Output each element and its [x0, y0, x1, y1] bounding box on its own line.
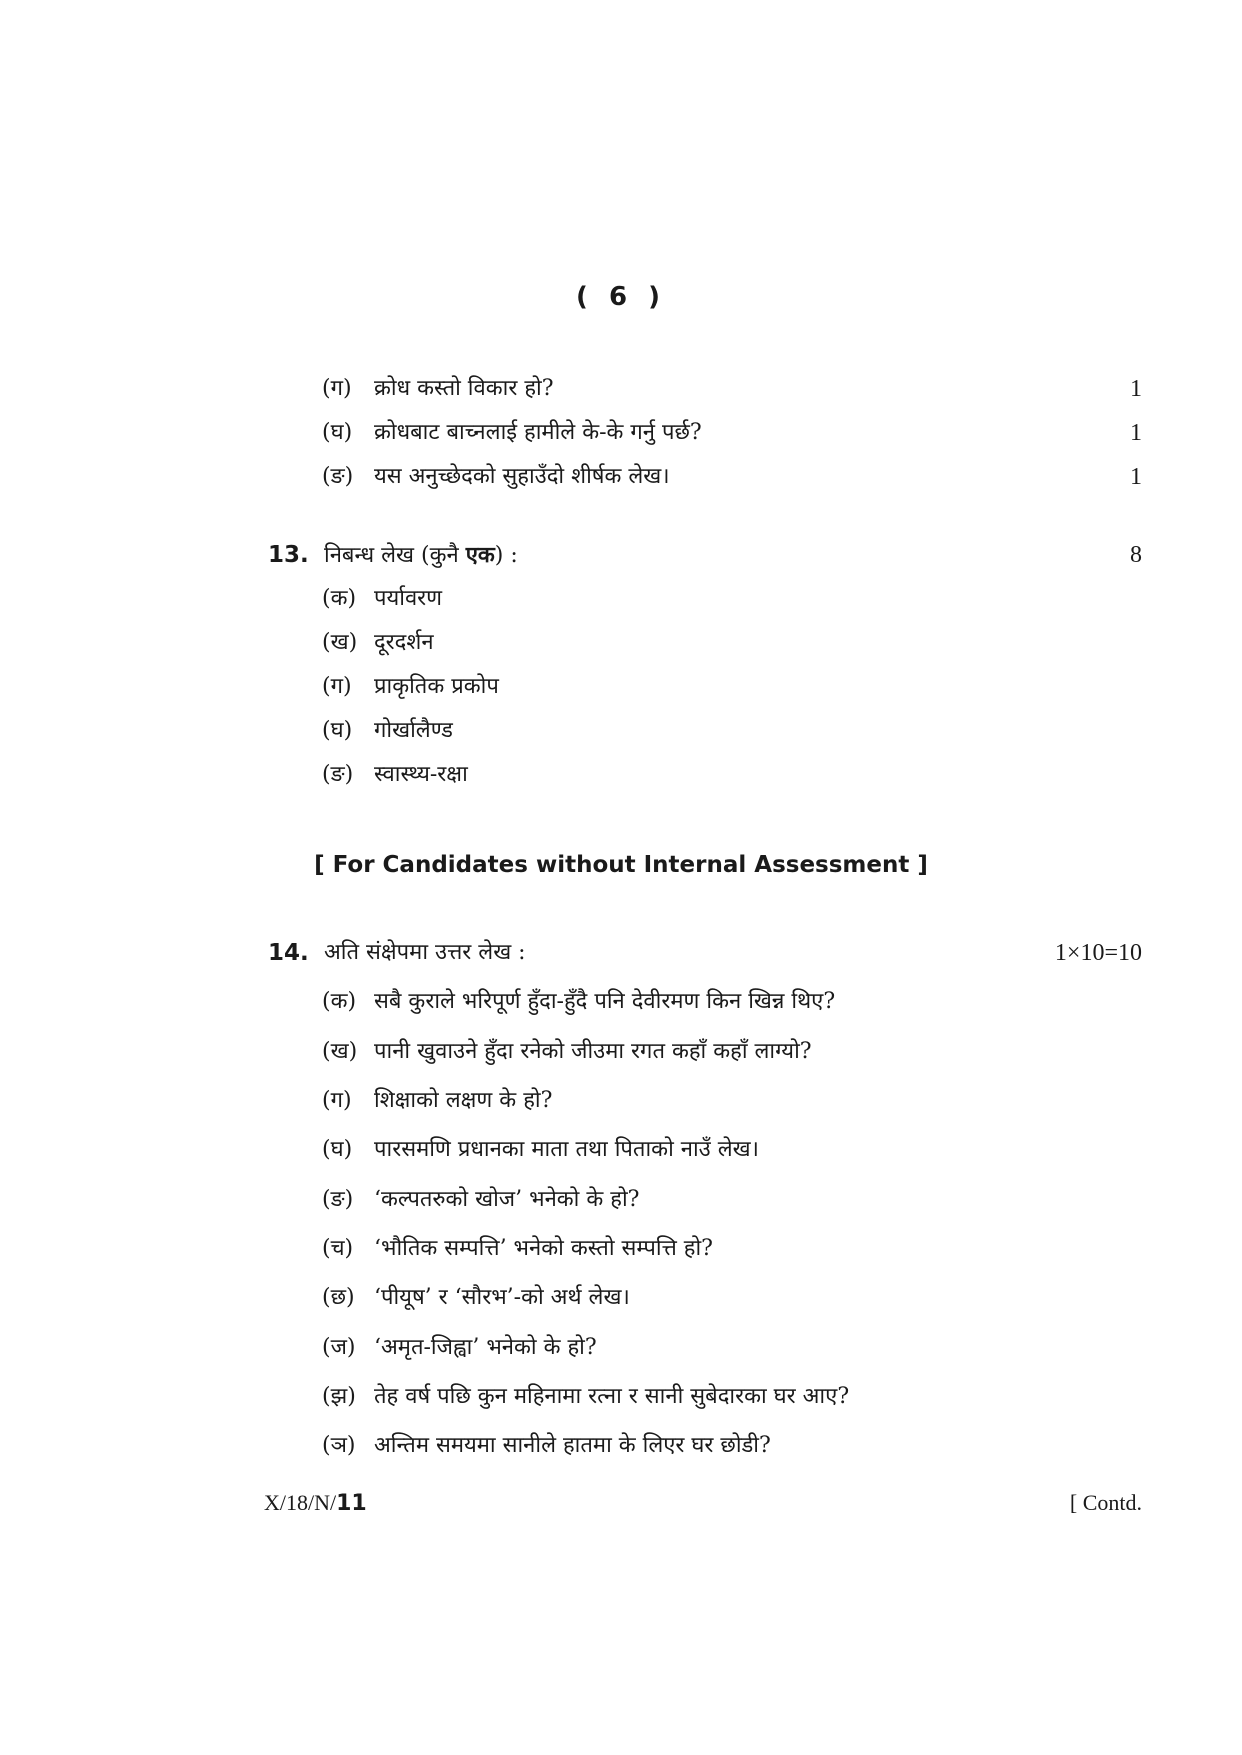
list-item — [0, 1330, 1242, 1366]
question-text: अति संक्षेपमा उत्तर लेख : — [324, 940, 526, 965]
question-number: 13. — [268, 542, 309, 568]
list-item — [0, 1231, 1242, 1267]
list-item — [0, 415, 1242, 451]
option-text: दूरदर्शन — [374, 630, 434, 655]
list-item — [0, 625, 1242, 661]
list-item — [0, 1083, 1242, 1119]
question-number: 14. — [268, 940, 309, 966]
option-label: (क) — [322, 586, 357, 611]
list-item — [0, 713, 1242, 749]
option-label: (ङ) — [322, 762, 354, 787]
list-item — [0, 1132, 1242, 1168]
item-text: ‘कल्पतरुको खोज’ भनेको के हो? — [374, 1187, 640, 1212]
item-label: (ख) — [322, 1039, 358, 1064]
paper-code: X/18/N/11 — [264, 1490, 367, 1516]
item-text: तेह वर्ष पछि कुन महिनामा रत्ना र सानी सुबेदारका घर आए? — [374, 1384, 850, 1409]
question-text: निबन्ध लेख (कुनै एक) : — [324, 542, 518, 568]
list-item — [0, 459, 1242, 495]
item-marks: 1 — [1130, 420, 1142, 446]
question-marks: 1×10=10 — [1054, 940, 1142, 966]
option-label: (ग) — [322, 674, 352, 699]
item-label: (ञ) — [322, 1433, 356, 1458]
item-label: (च) — [322, 1236, 354, 1261]
item-text: ‘पीयूष’ र ‘सौरभ’-को अर्थ लेख। — [374, 1285, 630, 1310]
continued-note: [ Contd. — [1069, 1490, 1142, 1515]
list-item — [0, 1280, 1242, 1316]
item-label: (छ) — [322, 1285, 355, 1310]
question-14 — [0, 935, 1242, 971]
list-item — [0, 371, 1242, 407]
item-text: पानी खुवाउने हुँदा रनेको जीउमा रगत कहाँ कहाँ लाग्यो? — [374, 1039, 812, 1064]
page-number: ( 6 ) — [576, 282, 666, 312]
list-item — [0, 669, 1242, 705]
item-text: ‘भौतिक सम्पत्ति’ भनेको कस्तो सम्पत्ति हो? — [374, 1236, 713, 1261]
list-item — [0, 1428, 1242, 1464]
item-text: ‘अमृत-जिह्वा’ भनेको के हो? — [374, 1335, 597, 1360]
item-text: क्रोधबाट बाच्नलाई हामीले के-के गर्नु पर्छ? — [374, 420, 702, 445]
question-13 — [0, 537, 1242, 573]
item-label: (ङ) — [322, 464, 354, 489]
question-marks: 8 — [1130, 542, 1142, 568]
item-text: पारसमणि प्रधानका माता तथा पिताको नाउँ लेख। — [374, 1137, 759, 1162]
item-label: (क) — [322, 989, 357, 1014]
option-label: (घ) — [322, 718, 353, 743]
item-label: (घ) — [322, 1137, 353, 1162]
option-text: प्राकृतिक प्रकोप — [374, 674, 499, 699]
item-text: अन्तिम समयमा सानीले हातमा के लिएर घर छोडी? — [374, 1433, 771, 1458]
list-item — [0, 757, 1242, 793]
item-marks: 1 — [1130, 464, 1142, 490]
option-text: स्वास्थ्य-रक्षा — [374, 762, 468, 787]
item-label: (ङ) — [322, 1187, 354, 1212]
option-label: (ख) — [322, 630, 358, 655]
item-label: (ग) — [322, 1088, 352, 1113]
item-text: क्रोध कस्तो विकार हो? — [374, 376, 554, 401]
list-item — [0, 1034, 1242, 1070]
item-text: शिक्षाको लक्षण के हो? — [374, 1088, 553, 1113]
list-item — [0, 1182, 1242, 1218]
item-label: (घ) — [322, 420, 353, 445]
section-heading: [ For Candidates without Internal Assessment ] — [314, 852, 928, 878]
item-text: सबै कुराले भरिपूर्ण हुँदा-हुँदै पनि देवीरमण किन खिन्न थिए? — [374, 989, 836, 1014]
item-text: यस अनुच्छेदको सुहाउँदो शीर्षक लेख। — [374, 464, 670, 489]
option-text: गोर्खालैण्ड — [374, 718, 453, 743]
item-marks: 1 — [1130, 376, 1142, 402]
item-label: (ज) — [322, 1335, 356, 1360]
list-item — [0, 581, 1242, 617]
list-item — [0, 1379, 1242, 1415]
item-label: (ग) — [322, 376, 352, 401]
item-label: (झ) — [322, 1384, 356, 1409]
list-item — [0, 984, 1242, 1020]
option-text: पर्यावरण — [374, 586, 443, 611]
